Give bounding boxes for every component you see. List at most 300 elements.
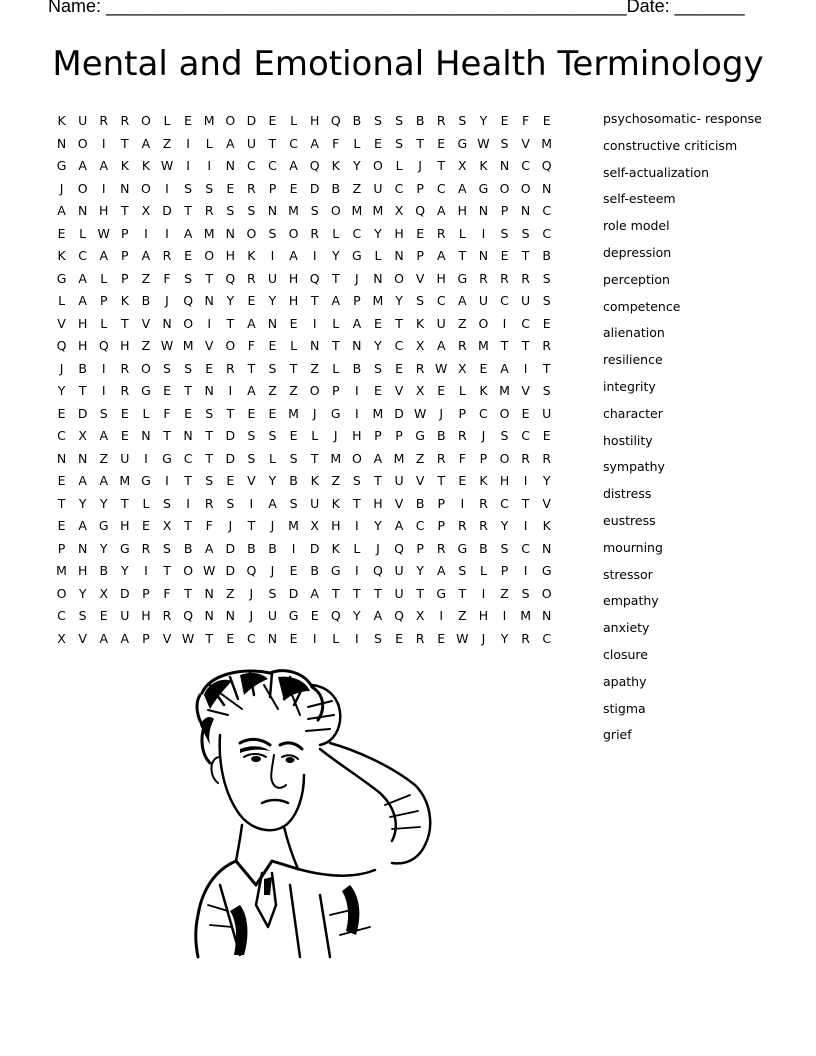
grid-letter: N bbox=[77, 540, 88, 556]
grid-letter: N bbox=[520, 203, 531, 218]
grid-letter: G bbox=[141, 473, 151, 488]
grid-letter: V bbox=[415, 270, 425, 286]
grid-letter: O bbox=[141, 180, 151, 196]
grid-letter: S bbox=[395, 113, 404, 128]
grid-letter: R bbox=[479, 518, 488, 533]
grid-letter: M bbox=[330, 450, 342, 466]
grid-letter: Y bbox=[416, 563, 424, 578]
grid-letter: W bbox=[97, 225, 110, 241]
grid-letter: C bbox=[542, 225, 552, 241]
grid-letter: L bbox=[479, 563, 487, 578]
grid-letter: C bbox=[521, 428, 530, 443]
grid-letter: B bbox=[415, 495, 425, 511]
grid-letter: J bbox=[270, 518, 275, 533]
grid-letter: E bbox=[458, 473, 467, 488]
grid-letter: E bbox=[247, 405, 256, 421]
grid-letter: U bbox=[394, 585, 404, 601]
grid-letter: H bbox=[499, 473, 510, 488]
grid-letter: I bbox=[312, 315, 317, 331]
grid-letter: G bbox=[288, 608, 299, 623]
grid-letter: C bbox=[436, 293, 446, 308]
grid-letter: F bbox=[332, 135, 340, 151]
grid-letter: N bbox=[77, 203, 88, 218]
grid-letter: Z bbox=[268, 383, 277, 398]
grid-letter: T bbox=[310, 450, 319, 466]
grid-letter: X bbox=[310, 518, 319, 533]
grid-letter: T bbox=[416, 585, 424, 601]
grid-letter: F bbox=[522, 113, 530, 128]
grid-letter: F bbox=[163, 585, 171, 601]
grid-letter: B bbox=[352, 113, 362, 128]
grid-letter: P bbox=[416, 540, 424, 556]
grid-letter: D bbox=[225, 540, 236, 556]
grid-letter: B bbox=[289, 473, 298, 488]
grid-letter: C bbox=[183, 450, 193, 466]
grid-letter: G bbox=[56, 158, 67, 173]
grid-letter: T bbox=[521, 248, 530, 263]
grid-letter: Y bbox=[121, 563, 129, 578]
grid-letter: W bbox=[435, 360, 448, 376]
grid-letter: N bbox=[204, 608, 214, 623]
grid-letter: W bbox=[477, 135, 490, 151]
grid-letter: B bbox=[141, 293, 151, 308]
grid-letter: T bbox=[353, 495, 361, 511]
grid-letter: A bbox=[352, 315, 362, 331]
grid-letter: H bbox=[120, 338, 130, 353]
grid-letter: A bbox=[78, 293, 87, 308]
grid-letter: E bbox=[268, 113, 277, 128]
grid-letter: P bbox=[458, 405, 467, 421]
grid-letter: E bbox=[437, 383, 446, 398]
grid-letter: M bbox=[393, 450, 405, 466]
grid-letter: V bbox=[141, 315, 151, 331]
grid-letter: C bbox=[521, 540, 530, 556]
grid-letter: X bbox=[458, 360, 467, 376]
grid-letter: E bbox=[57, 405, 66, 421]
grid-letter: V bbox=[394, 383, 404, 398]
grid-letter: S bbox=[226, 495, 235, 511]
grid-letter: E bbox=[374, 315, 382, 331]
grid-letter: G bbox=[436, 585, 447, 601]
grid-letter: N bbox=[120, 180, 130, 196]
grid-letter: G bbox=[330, 563, 341, 578]
grid-letter: E bbox=[120, 428, 129, 443]
grid-letter: T bbox=[458, 585, 467, 601]
grid-letter: C bbox=[436, 180, 446, 196]
grid-letter: S bbox=[268, 428, 277, 443]
grid-letter: S bbox=[268, 585, 277, 601]
grid-letter: T bbox=[416, 135, 424, 151]
grid-letter: M bbox=[288, 518, 299, 533]
grid-letter: Z bbox=[141, 338, 151, 353]
grid-letter: E bbox=[542, 315, 551, 331]
grid-letter: T bbox=[205, 450, 214, 466]
grid-letter: L bbox=[100, 270, 108, 286]
grid-letter: S bbox=[500, 540, 509, 556]
grid-letter: S bbox=[205, 473, 214, 488]
grid-letter: R bbox=[479, 495, 488, 511]
grid-letter: E bbox=[57, 225, 66, 241]
grid-letter: O bbox=[499, 405, 510, 421]
grid-letter: A bbox=[99, 428, 109, 443]
grid-letter: Q bbox=[373, 563, 383, 578]
grid-row bbox=[51, 584, 557, 607]
word-list-item: eustress bbox=[603, 512, 656, 528]
grid-letter: Z bbox=[141, 270, 151, 286]
grid-letter: L bbox=[311, 428, 319, 443]
grid-letter: X bbox=[458, 158, 467, 173]
grid-letter: S bbox=[289, 450, 298, 466]
grid-letter: P bbox=[437, 518, 445, 533]
grid-letter: D bbox=[225, 428, 236, 443]
grid-letter: Y bbox=[226, 293, 235, 308]
page-title: Mental and Emotional Health Terminology bbox=[52, 44, 764, 84]
grid-letter: T bbox=[57, 495, 66, 511]
grid-letter: C bbox=[542, 203, 552, 218]
grid-letter: E bbox=[289, 563, 298, 578]
grid-letter: I bbox=[270, 248, 275, 263]
grid-letter: L bbox=[374, 248, 382, 263]
grid-letter: N bbox=[267, 630, 278, 646]
grid-letter: A bbox=[289, 248, 298, 263]
grid-letter: T bbox=[247, 518, 256, 533]
grid-letter: H bbox=[373, 495, 383, 511]
grid-letter: S bbox=[542, 383, 551, 398]
grid-letter: I bbox=[101, 383, 106, 398]
grid-letter: T bbox=[268, 135, 277, 151]
grid-letter: R bbox=[542, 450, 552, 466]
grid-letter: J bbox=[376, 540, 380, 556]
grid-letter: J bbox=[418, 158, 422, 173]
grid-letter: C bbox=[394, 180, 404, 196]
grid-letter: J bbox=[59, 360, 64, 376]
grid-letter: O bbox=[246, 225, 257, 241]
grid-letter: X bbox=[99, 585, 109, 601]
grid-letter: I bbox=[355, 383, 359, 398]
grid-letter: T bbox=[521, 338, 530, 353]
grid-letter: E bbox=[268, 338, 277, 353]
grid-letter: G bbox=[415, 428, 425, 443]
grid-letter: Y bbox=[500, 518, 509, 533]
grid-letter: U bbox=[310, 495, 320, 511]
grid-letter: S bbox=[500, 225, 509, 241]
grid-letter: A bbox=[99, 248, 109, 263]
grid-letter: O bbox=[288, 225, 299, 241]
grid-letter: U bbox=[120, 450, 130, 466]
grid-letter: I bbox=[207, 158, 212, 173]
grid-letter: E bbox=[521, 405, 530, 421]
grid-letter: T bbox=[205, 428, 214, 443]
grid-letter: S bbox=[247, 428, 256, 443]
grid-letter: M bbox=[203, 113, 215, 128]
grid-letter: L bbox=[269, 450, 276, 466]
grid-letter: O bbox=[499, 450, 510, 466]
grid-letter: A bbox=[458, 293, 467, 308]
grid-letter: H bbox=[457, 203, 468, 218]
grid-letter: T bbox=[184, 585, 192, 601]
word-list-item: hostility bbox=[603, 432, 653, 448]
grid-letter: L bbox=[100, 315, 108, 331]
grid-letter: L bbox=[205, 135, 213, 151]
grid-letter: A bbox=[226, 135, 235, 151]
grid-letter: I bbox=[460, 495, 465, 511]
word-list-item: competence bbox=[603, 298, 681, 314]
grid-letter: C bbox=[394, 338, 404, 353]
grid-letter: S bbox=[268, 360, 277, 376]
grid-letter: T bbox=[437, 158, 446, 173]
grid-letter: L bbox=[458, 225, 466, 241]
grid-letter: A bbox=[394, 518, 404, 533]
grid-letter: S bbox=[205, 180, 214, 196]
grid-letter: B bbox=[99, 563, 109, 578]
grid-letter: H bbox=[120, 518, 130, 533]
grid-letter: A bbox=[289, 158, 298, 173]
grid-letter: O bbox=[183, 563, 194, 578]
word-search-grid bbox=[51, 111, 557, 651]
grid-letter: O bbox=[204, 248, 215, 263]
grid-letter: T bbox=[331, 338, 340, 353]
grid-letter: S bbox=[373, 630, 382, 646]
word-list-item: self-esteem bbox=[603, 191, 676, 207]
grid-letter: F bbox=[163, 405, 171, 421]
grid-letter: J bbox=[481, 428, 486, 443]
grid-letter: Q bbox=[309, 270, 320, 286]
grid-letter: V bbox=[542, 495, 551, 511]
grid-letter: E bbox=[57, 473, 66, 488]
grid-letter: W bbox=[181, 630, 195, 646]
grid-letter: J bbox=[333, 428, 338, 443]
grid-letter: Z bbox=[162, 135, 172, 151]
grid-letter: S bbox=[163, 360, 171, 376]
grid-letter: O bbox=[225, 338, 236, 353]
grid-letter: C bbox=[268, 158, 277, 173]
word-list-item: distress bbox=[603, 486, 652, 502]
grid-letter: T bbox=[226, 405, 235, 421]
grid-letter: Q bbox=[56, 338, 67, 353]
grid-letter: B bbox=[78, 360, 87, 376]
grid-letter: I bbox=[481, 585, 486, 601]
grid-letter: H bbox=[99, 203, 109, 218]
grid-letter: Y bbox=[374, 518, 382, 533]
grid-letter: U bbox=[478, 293, 488, 308]
grid-letter: S bbox=[268, 225, 277, 241]
grid-letter: A bbox=[458, 180, 467, 196]
grid-letter: I bbox=[101, 360, 106, 376]
word-list-item: mourning bbox=[603, 539, 663, 555]
grid-letter: B bbox=[310, 563, 319, 578]
grid-letter: J bbox=[249, 608, 254, 623]
grid-letter: V bbox=[78, 630, 87, 646]
grid-letter: G bbox=[56, 270, 67, 286]
grid-letter: A bbox=[500, 360, 509, 376]
grid-letter: I bbox=[207, 315, 212, 331]
grid-letter: H bbox=[288, 270, 299, 286]
grid-letter: Q bbox=[330, 113, 341, 128]
grid-letter: Y bbox=[99, 540, 108, 556]
grid-letter: P bbox=[374, 428, 382, 443]
grid-letter: R bbox=[120, 383, 130, 398]
grid-letter: T bbox=[163, 428, 171, 443]
grid-letter: V bbox=[394, 495, 404, 511]
word-list-item: constructive criticism bbox=[603, 137, 738, 153]
grid-letter: J bbox=[355, 270, 359, 286]
grid-letter: T bbox=[205, 270, 214, 286]
grid-letter: O bbox=[225, 113, 236, 128]
grid-letter: A bbox=[78, 158, 87, 173]
grid-letter: Y bbox=[353, 608, 361, 623]
grid-letter: J bbox=[270, 563, 275, 578]
grid-letter: N bbox=[542, 180, 552, 196]
grid-letter: N bbox=[225, 225, 235, 241]
grid-letter: I bbox=[291, 540, 296, 556]
grid-letter: A bbox=[204, 540, 214, 556]
grid-letter: B bbox=[183, 540, 193, 556]
grid-letter: G bbox=[457, 135, 468, 151]
grid-letter: Y bbox=[500, 630, 509, 646]
word-list-item: role model bbox=[603, 218, 670, 234]
grid-letter: Y bbox=[374, 225, 382, 241]
grid-letter: E bbox=[226, 630, 235, 646]
grid-letter: M bbox=[372, 203, 384, 218]
grid-letter: R bbox=[162, 608, 172, 623]
grid-letter: I bbox=[502, 608, 507, 623]
word-list-item: grief bbox=[603, 727, 632, 743]
grid-letter: I bbox=[523, 563, 528, 578]
grid-letter: N bbox=[204, 383, 214, 398]
grid-letter: R bbox=[162, 248, 172, 263]
grid-letter: M bbox=[372, 293, 384, 308]
grid-letter: T bbox=[521, 495, 530, 511]
grid-letter: T bbox=[184, 203, 192, 218]
grid-letter: I bbox=[144, 225, 148, 241]
grid-letter: C bbox=[521, 158, 530, 173]
grid-letter: S bbox=[247, 450, 256, 466]
grid-letter: O bbox=[183, 315, 194, 331]
grid-letter: T bbox=[310, 293, 319, 308]
grid-letter: O bbox=[141, 113, 151, 128]
grid-letter: N bbox=[225, 158, 235, 173]
grid-letter: Z bbox=[458, 315, 467, 331]
grid-letter: E bbox=[247, 293, 256, 308]
grid-letter: I bbox=[523, 518, 528, 533]
grid-letter: I bbox=[523, 360, 528, 376]
grid-letter: O bbox=[141, 360, 151, 376]
grid-letter: A bbox=[99, 158, 109, 173]
grid-letter: A bbox=[99, 630, 109, 646]
grid-letter: A bbox=[331, 293, 341, 308]
grid-letter: E bbox=[184, 248, 193, 263]
grid-letter: Y bbox=[99, 495, 108, 511]
grid-letter: S bbox=[542, 270, 551, 286]
grid-letter: H bbox=[77, 315, 88, 331]
grid-letter: J bbox=[439, 405, 444, 421]
grid-letter: S bbox=[205, 405, 214, 421]
grid-row bbox=[51, 381, 557, 404]
grid-letter: N bbox=[225, 608, 235, 623]
grid-letter: E bbox=[500, 113, 509, 128]
grid-letter: N bbox=[141, 428, 151, 443]
grid-letter: U bbox=[267, 608, 278, 623]
grid-letter: U bbox=[78, 113, 88, 128]
grid-letter: I bbox=[186, 158, 190, 173]
grid-letter: Q bbox=[415, 203, 426, 218]
grid-letter: T bbox=[184, 383, 192, 398]
grid-letter: I bbox=[228, 383, 233, 398]
grid-letter: W bbox=[456, 630, 469, 646]
grid-letter: M bbox=[56, 563, 67, 578]
grid-letter: F bbox=[247, 338, 255, 353]
grid-letter: C bbox=[78, 248, 87, 263]
grid-letter: N bbox=[478, 203, 489, 218]
grid-letter: P bbox=[416, 248, 424, 263]
date-field-label: Date: _______ bbox=[626, 0, 745, 16]
grid-letter: Y bbox=[57, 383, 66, 398]
grid-letter: T bbox=[374, 585, 382, 601]
grid-letter: M bbox=[182, 338, 194, 353]
grid-letter: A bbox=[373, 450, 383, 466]
grid-letter: S bbox=[416, 293, 425, 308]
grid-letter: I bbox=[101, 180, 106, 196]
grid-letter: S bbox=[184, 360, 193, 376]
grid-letter: D bbox=[246, 113, 257, 128]
grid-letter: N bbox=[478, 248, 489, 263]
grid-letter: T bbox=[353, 585, 361, 601]
word-list-item: psychosomatic- response bbox=[603, 111, 762, 126]
grid-letter: B bbox=[331, 180, 341, 196]
grid-letter: O bbox=[77, 135, 88, 151]
grid-letter: P bbox=[353, 293, 361, 308]
grid-letter: N bbox=[542, 608, 552, 623]
word-list-item: stressor bbox=[603, 566, 653, 582]
grid-letter: H bbox=[77, 338, 88, 353]
grid-letter: A bbox=[436, 248, 446, 263]
grid-letter: N bbox=[499, 158, 510, 173]
grid-letter: O bbox=[330, 203, 341, 218]
grid-letter: X bbox=[415, 338, 425, 353]
grid-letter: Q bbox=[183, 608, 194, 623]
grid-letter: R bbox=[225, 360, 235, 376]
word-list-item: alienation bbox=[603, 325, 665, 341]
grid-letter: R bbox=[141, 540, 151, 556]
grid-letter: L bbox=[332, 360, 340, 376]
grid-letter: W bbox=[160, 158, 174, 173]
grid-letter: E bbox=[310, 608, 319, 623]
word-list-item: sympathy bbox=[603, 459, 665, 475]
grid-letter: K bbox=[479, 158, 488, 173]
grid-letter: A bbox=[120, 630, 130, 646]
grid-letter: F bbox=[205, 518, 213, 533]
grid-letter: S bbox=[310, 203, 319, 218]
grid-letter: D bbox=[309, 180, 320, 196]
grid-letter: E bbox=[542, 113, 551, 128]
grid-letter: U bbox=[267, 270, 278, 286]
grid-letter: X bbox=[394, 203, 404, 218]
grid-row bbox=[51, 539, 557, 562]
grid-letter: L bbox=[290, 338, 298, 353]
grid-letter: P bbox=[268, 180, 277, 196]
grid-letter: M bbox=[203, 225, 215, 241]
grid-letter: O bbox=[541, 585, 552, 601]
grid-letter: N bbox=[204, 585, 214, 601]
grid-letter: T bbox=[395, 315, 403, 331]
grid-letter: T bbox=[121, 315, 129, 331]
grid-letter: B bbox=[268, 540, 277, 556]
grid-letter: E bbox=[184, 113, 193, 128]
grid-letter: X bbox=[57, 630, 66, 646]
grid-letter: A bbox=[436, 563, 446, 578]
grid-letter: R bbox=[436, 225, 446, 241]
grid-row bbox=[51, 134, 557, 157]
